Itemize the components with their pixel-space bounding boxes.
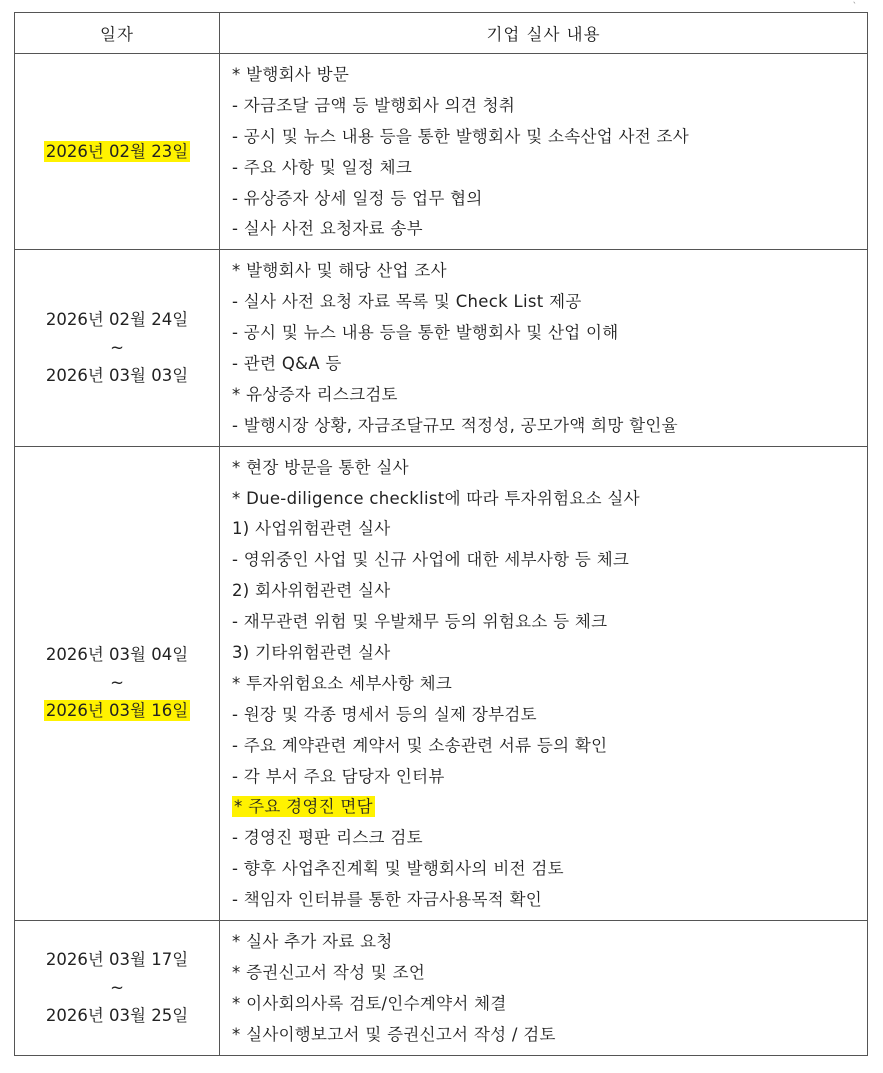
table-header-row [15,13,868,54]
table-row [15,921,868,1056]
list-item: * 발행회사 및 해당 산업 조사 [232,261,447,281]
list-item: * 발행회사 방문 [232,65,350,84]
highlighted-end-date: 2026년 03월 16일 [45,701,189,721]
list-item: - 관련 Q&A 등 [232,354,342,374]
list-item: - 재무관련 위험 및 우발채무 등의 위험요소 등 체크 [232,612,608,632]
start-date: 2026년 02월 24일 [45,310,189,330]
list-item: - 책임자 인터뷰를 통한 자금사용목적 확인 [232,890,543,910]
table-row [15,446,868,920]
list-item: * 현장 방문을 통한 실사 [232,457,409,477]
content-cell [220,446,868,920]
list-item: * 이사회의사록 검토/인수계약서 체결 [232,993,507,1013]
list-item: 1) 사업위험관련 실사 [232,519,391,539]
list-item: - 실사 사전 요청 자료 목록 및 Check List 제공 [232,292,582,312]
content-column-header: 기업 실사 내용 [220,13,868,54]
date-cell [15,446,220,920]
date-cell [15,921,220,1056]
list-item: * 유상증자 리스크검토 [232,384,398,404]
end-date: 2026년 03월 03일 [45,366,189,386]
range-tilde: ~ [110,673,124,693]
list-item: - 유상증자 상세 일정 등 업무 협의 [232,188,483,208]
list-item: - 주요 사항 및 일정 체크 [232,157,413,177]
list-item: - 실사 사전 요청자료 송부 [232,219,423,239]
list-item: * 실사 추가 자료 요청 [232,932,393,952]
list-item: - 공시 및 뉴스 내용 등을 통한 발행회사 및 산업 이해 [232,323,619,343]
date-cell [15,54,220,250]
content-cell [220,250,868,446]
list-item: 2) 회사위험관련 실사 [232,581,391,601]
list-item: - 주요 계약관련 계약서 및 소송관련 서류 등의 확인 [232,735,608,755]
highlighted-list-item: * 주요 경영진 면담 [234,797,373,817]
table-row [15,250,868,446]
corner-mark: ` [852,2,857,12]
date-cell [15,250,220,446]
list-item: 3) 기타위험관련 실사 [232,643,391,663]
date-column-header: 일자 [15,13,220,54]
list-item: * 투자위험요소 세부사항 체크 [232,673,453,693]
start-date: 2026년 03월 17일 [45,949,189,969]
list-item: - 영위중인 사업 및 신규 사업에 대한 세부사항 등 체크 [232,550,630,570]
list-item: * Due-diligence checklist에 따라 투자위험요소 실사 [232,488,640,508]
list-item: - 각 부서 주요 담당자 인터뷰 [232,766,445,786]
start-date: 2026년 03월 04일 [45,645,189,665]
highlighted-date: 2026년 02월 23일 [45,141,189,161]
list-item: - 발행시장 상황, 자금조달규모 적정성, 공모가액 희망 할인율 [232,415,678,435]
range-tilde: ~ [110,977,124,997]
range-tilde: ~ [110,338,124,358]
content-cell [220,921,868,1056]
list-item: * 증권신고서 작성 및 조언 [232,962,426,982]
end-date: 2026년 03월 25일 [45,1005,189,1025]
due-diligence-schedule-table [14,12,868,1056]
list-item: - 향후 사업추진계획 및 발행회사의 비전 검토 [232,859,564,879]
list-item: - 경영진 평판 리스크 검토 [232,828,423,848]
list-item: * 실사이행보고서 및 증권신고서 작성 / 검토 [232,1024,556,1044]
list-item: - 자금조달 금액 등 발행회사 의견 청취 [232,95,516,115]
table-row [15,54,868,250]
list-item: - 원장 및 각종 명세서 등의 실제 장부검토 [232,704,537,724]
content-cell [220,54,868,250]
list-item: - 공시 및 뉴스 내용 등을 통한 발행회사 및 소속산업 사전 조사 [232,126,689,146]
